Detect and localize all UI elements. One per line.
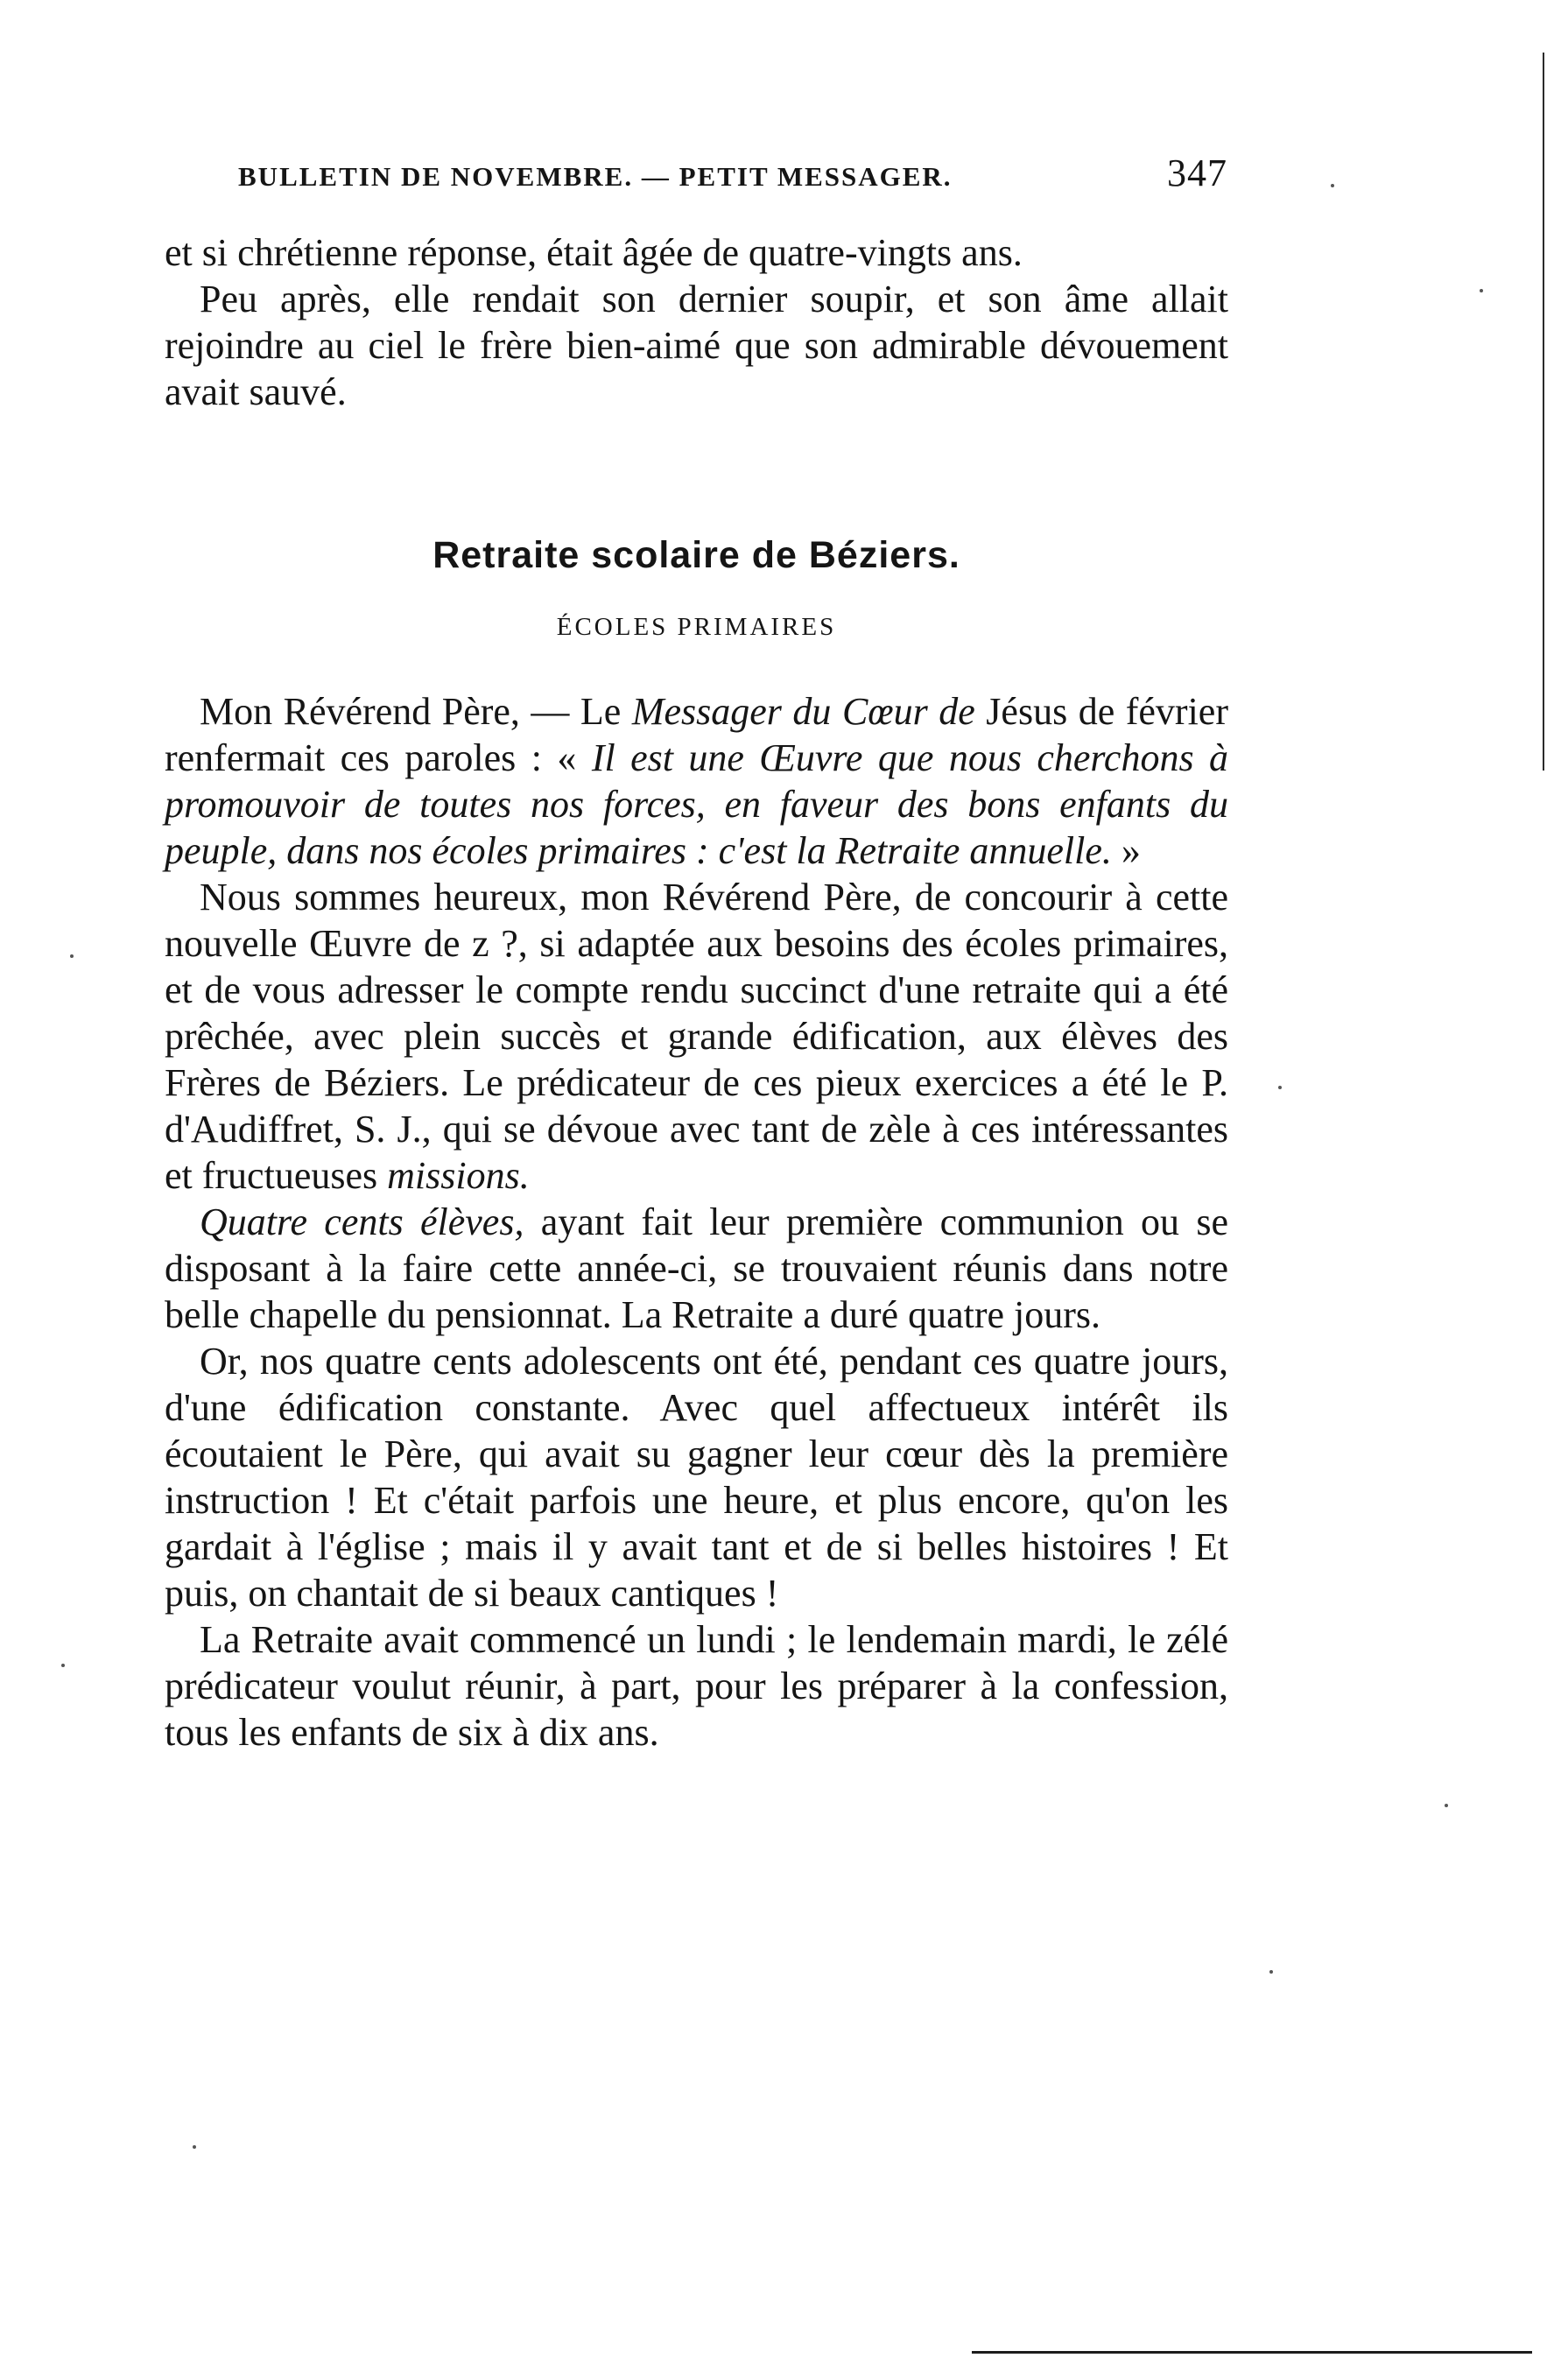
scan-speck	[1480, 289, 1483, 292]
letter-text	[165, 688, 1228, 1756]
letter-paragraph-5: La Retraite avait commencé un lundi ; le lendemain mardi, le zélé prédicateur voulut réunir, à part, pour les préparer à la confession, tous les enfants de six à dix ans.	[165, 1618, 1228, 1754]
letter-p2-a: Nous sommes heureux, mon Révérend Père, de concourir à cette nouvelle Œuvre de z ?, si adaptée aux besoins des écoles primaires, et de vous adresser le compte rendu succinct d'une retraite qui a été prêchée, avec plein succès et grande édification, aux élèves des Frères de Béziers. Le prédicateur de ces pieux exercices a été le P. d'Audiffret, S. J., qui se dévoue avec tant de zèle à ces intéressantes et fructueuses	[165, 876, 1228, 1197]
running-header	[238, 151, 1227, 203]
paragraph-death: Peu après, elle rendait son dernier soupir, et son âme allait rejoindre au ciel le frère bien-aimé que son admirable dévouement avait sauvé.	[165, 278, 1228, 413]
letter-p1-b: Messager du Cœur de	[631, 690, 975, 733]
opening-text	[165, 229, 1228, 415]
section-title: Retraite scolaire de Béziers.	[432, 534, 960, 576]
scan-edge-line	[1543, 53, 1544, 771]
letter-p1-a: Mon Révérend Père, — Le	[200, 690, 632, 733]
scan-speck	[61, 1664, 65, 1667]
letter-p1-c: Jésus de février renfermait ces paroles : «	[165, 690, 1228, 779]
scan-speck	[70, 954, 74, 958]
letter-p1-e: »	[1111, 829, 1141, 872]
letter-paragraph-2	[165, 874, 1228, 1199]
letter-p1-d: Il est une Œuvre que nous cherchons à promouvoir de toutes nos forces, en faveur des bons enfants du peuple, dans nos écoles primaires : c'est la Retraite annuelle.	[165, 736, 1228, 872]
letter-p2-b: missions.	[387, 1154, 530, 1197]
page-number: 347	[1167, 151, 1227, 194]
letter-p3-a: Quatre cents élèves,	[200, 1200, 524, 1243]
scan-speck	[1445, 1804, 1448, 1807]
scan-speck	[1278, 1086, 1282, 1089]
scan-speck	[1331, 184, 1334, 187]
running-title: BULLETIN DE NOVEMBRE. — PETIT MESSAGER.	[238, 161, 953, 192]
letter-paragraph-4: Or, nos quatre cents adolescents ont été, pendant ces quatre jours, d'une édification constante. Avec quel affectueux intérêt ils écoutaient le Père, qui avait su gagner leur cœur dès la première instruction ! Et c'était parfois une heure, et plus encore, qu'on les gardait à l'église ; mais il y avait tant et de si belles histoires ! Et puis, on chantait de si beaux cantiques !	[165, 1340, 1228, 1615]
section-subtitle: ÉCOLES PRIMAIRES	[556, 613, 837, 641]
scan-bottom-line	[972, 2351, 1532, 2354]
letter-p3-b: ayant fait leur première communion ou se disposant à la faire cette année-ci, se trouvaient réunis dans notre belle chapelle du pensionnat. La Retraite a duré quatre jours.	[165, 1200, 1228, 1336]
paragraph-continuation: et si chrétienne réponse, était âgée de quatre-vingts ans.	[165, 231, 1023, 274]
letter-paragraph-3	[165, 1199, 1228, 1338]
scan-speck	[1269, 1970, 1273, 1974]
letter-salutation-paragraph	[165, 688, 1228, 874]
scan-speck	[193, 2145, 196, 2149]
